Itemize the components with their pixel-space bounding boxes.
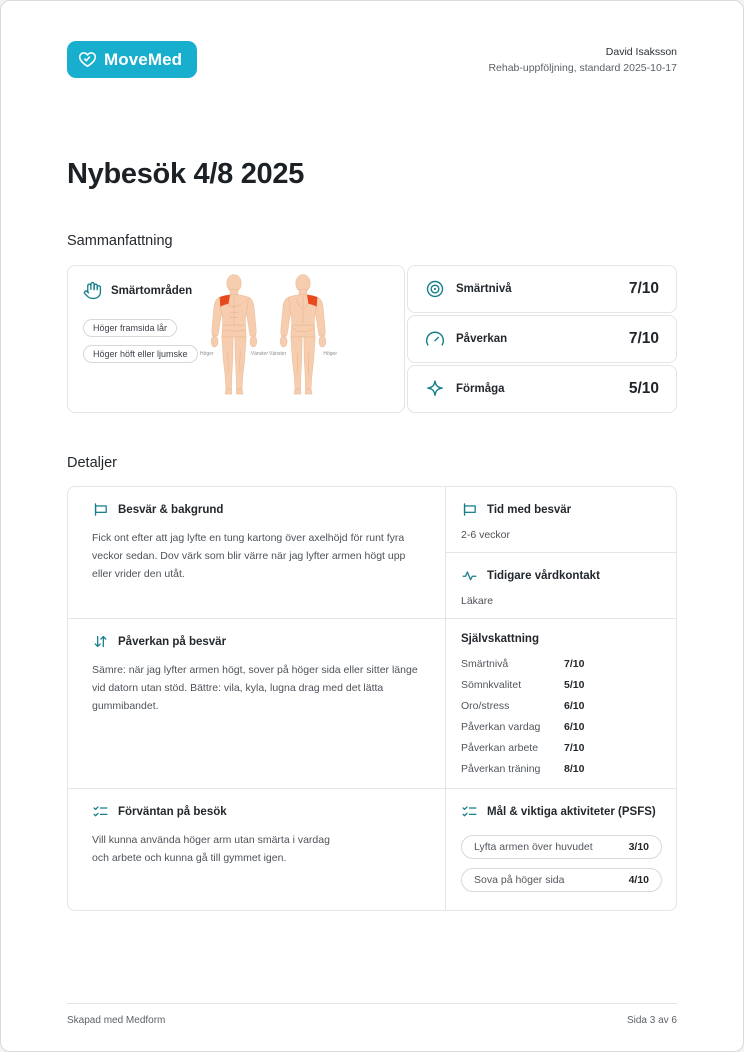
target-icon [425,279,445,299]
sparkle-icon [425,379,445,399]
page-header [67,41,677,78]
logo-text: MoveMed [104,49,183,69]
cell-title: Mål & viktiga aktiviteter (PSFS) [487,805,656,818]
psfs-goal-pill [461,835,662,859]
cell-besvar-bakgrund [68,487,445,618]
tid-value: 2-6 veckor [461,529,511,541]
sjalvskattning-title: Självskattning [461,633,539,645]
cell-mal-aktiviteter [445,788,676,910]
flag-icon [92,501,109,518]
details-card [67,486,677,911]
cell-title: Besvär & bakgrund [118,503,224,516]
cell-title: Tidigare vårdkontakt [487,569,600,582]
metric-smartniva [407,265,677,313]
metric-label: Påverkan [456,333,508,345]
cell-tidigare-vardkontakt [445,552,676,618]
cell-sjalvskattning [445,618,676,788]
pain-area-pill: Höger framsida lår [83,319,177,337]
form-subtitle: Rehab-uppföljning, standard 2025-10-17 [488,62,677,75]
body-front-figure [200,274,268,400]
besvar-text: Fick ont efter att jag lyfte en tung kartong över axelhöjd för runt fyra veckor sedan. Dov värk som blir värre när jag lyfter armen högt upp eller vrider den utåt. [92,532,406,581]
metric-value: 7/10 [628,330,659,347]
footer-created-with: Skapad med Medform [67,1015,166,1026]
rating-row: Smärtnivå 7/10 [461,658,585,670]
summary-card-row [67,265,677,413]
figure-side-label: Vänster [250,350,268,357]
rating-row: Sömnkvalitet 5/10 [461,679,585,691]
pain-areas-title: Smärtområden [111,284,193,297]
summary-metrics [407,265,677,413]
heart-logo-icon [78,50,97,69]
goal-value: 3/10 [628,841,649,853]
metric-value: 7/10 [628,280,659,297]
psfs-goal-pill [461,868,662,892]
figure-side-label: Höger [323,350,337,357]
cell-paverkan-pa-besvar [68,618,445,788]
arrows-up-down-icon [92,633,109,650]
metric-label: Förmåga [456,383,505,395]
goal-label: Lyfta armen över huvudet [474,841,593,853]
rating-row: Påverkan träning 8/10 [461,763,585,775]
cell-forvantan-pa-besok [68,788,445,910]
rating-row: Påverkan vardag 6/10 [461,721,585,733]
cell-tid-med-besvar [445,487,676,552]
metric-formaga [407,365,677,413]
figure-side-label: Vänster [269,350,287,357]
summary-heading: Sammanfattning [67,233,173,249]
pain-area-pill: Höger höft eller ljumske [83,345,198,363]
cell-title: Förväntan på besök [118,805,227,818]
pulse-icon [461,567,478,584]
details-heading: Detaljer [67,455,117,471]
metric-label: Smärtnivå [456,283,512,295]
pain-areas-card [67,265,405,413]
cell-title: Tid med besvär [487,503,572,516]
sjalvskattning-list [461,658,662,775]
forvantan-text: Vill kunna använda höger arm utan smärta i vardag och arbete och kunna gå till gymmet igen. [92,834,330,865]
goal-label: Sova på höger sida [474,874,565,886]
page-title: Nybesök 4/8 2025 [67,158,305,190]
metric-paverkan [407,315,677,363]
gauge-icon [425,329,445,349]
footer-page-number: Sida 3 av 6 [626,1015,677,1026]
metric-value: 5/10 [628,380,659,397]
movemed-logo [67,41,197,78]
body-figures [200,274,337,400]
checklist-icon [92,803,109,820]
page-footer [67,1003,677,1026]
psfs-goals [461,835,662,892]
figure-side-label: Höger [200,350,214,357]
rating-row: Påverkan arbete 7/10 [461,742,585,754]
vardkontakt-value: Läkare [461,595,494,607]
rating-row: Oro/stress 6/10 [461,700,585,712]
body-back-figure [269,274,337,400]
cell-title: Påverkan på besvär [118,635,227,648]
patient-name: David Isaksson [605,46,677,58]
flag-icon [461,501,478,518]
goal-value: 4/10 [628,874,649,886]
checklist-icon [461,803,478,820]
header-meta [488,41,677,77]
hand-icon [83,281,102,300]
paverkan-text: Sämre: när jag lyfter armen högt, sover på höger sida eller sitter länge vid datorn utan stöd. Bättre: vila, kyla, lugna drag med det lätta gummibandet. [92,664,418,713]
